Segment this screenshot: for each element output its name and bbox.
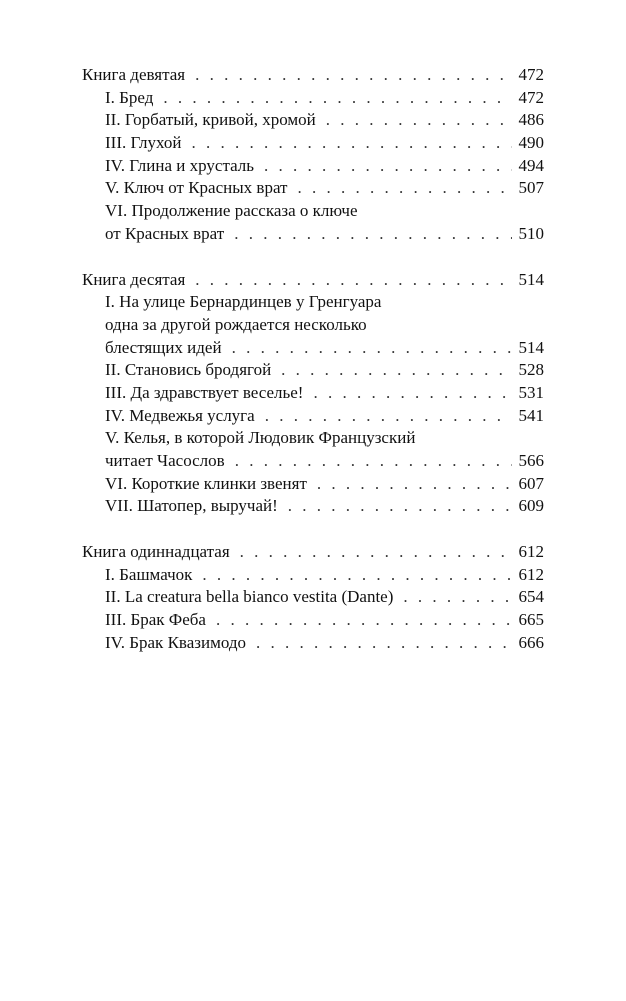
toc-chapter-entry	[82, 564, 544, 587]
page-number: 531	[518, 382, 544, 402]
chapter-title: I. Бред	[105, 87, 154, 107]
chapter-title-line: одна за другой рождается несколько	[105, 314, 367, 334]
book-title: Книга девятая	[82, 65, 186, 84]
chapter-title: I. Башмачок	[105, 564, 193, 584]
page-number: 514	[518, 337, 544, 357]
dot-leader	[317, 473, 512, 496]
toc-chapter-entry	[82, 609, 544, 632]
toc-section	[82, 269, 544, 519]
toc-chapter-entry	[82, 632, 544, 655]
toc-chapter-entry	[82, 87, 544, 110]
toc-chapter-entry	[82, 132, 544, 155]
dot-leader	[403, 586, 512, 609]
toc-chapter-entry	[82, 359, 544, 382]
page-number: 654	[518, 587, 544, 607]
page-number: 510	[518, 223, 544, 243]
chapter-title: III. Брак Феба	[105, 610, 206, 630]
chapter-title-line: блестящих идей	[105, 337, 222, 357]
dot-leader	[191, 132, 512, 155]
page-number: 528	[518, 360, 544, 380]
page-number: 472	[518, 87, 544, 107]
chapter-title: III. Глухой	[105, 133, 182, 153]
chapter-title-line: I. На улице Бернардинцев у Гренгуара	[105, 292, 382, 312]
toc-book-entry	[82, 541, 544, 564]
toc-chapter-entry-last-line	[82, 450, 544, 473]
dot-leader	[256, 632, 512, 655]
page-number: 472	[518, 65, 544, 84]
page-number: 541	[518, 405, 544, 425]
toc-chapter-entry	[82, 382, 544, 405]
book-title: Книга десятая	[82, 269, 186, 289]
toc-book-entry	[82, 64, 544, 87]
page-number: 666	[518, 632, 544, 652]
toc-chapter-entry	[82, 495, 544, 518]
chapter-title: III. Да здравствует веселье!	[105, 382, 304, 402]
dot-leader	[234, 223, 512, 246]
page-number: 607	[518, 473, 544, 493]
book-title: Книга одиннадцатая	[82, 542, 230, 562]
toc-section	[82, 64, 544, 246]
dot-leader	[216, 609, 512, 632]
page-number: 612	[518, 542, 544, 562]
toc-chapter-entry	[82, 405, 544, 428]
dot-leader	[240, 541, 512, 564]
toc-chapter-entry	[82, 155, 544, 178]
dot-leader	[281, 359, 512, 382]
chapter-title: II. Становись бродягой	[105, 360, 272, 380]
page-number: 514	[518, 269, 544, 289]
chapter-title-line: VI. Продолжение рассказа о ключе	[105, 201, 358, 221]
toc-chapter-entry-multiline	[82, 427, 544, 472]
page-number: 665	[518, 610, 544, 630]
chapter-title: V. Ключ от Красных врат	[105, 178, 288, 198]
dot-leader	[288, 495, 512, 518]
page-number: 486	[518, 110, 544, 130]
dot-leader	[297, 177, 512, 200]
toc-chapter-entry-last-line	[82, 223, 544, 246]
chapter-title: IV. Глина и хрусталь	[105, 155, 255, 175]
chapter-title-line: V. Келья, в которой Людовик Французский	[105, 428, 416, 448]
dot-leader	[313, 382, 512, 405]
page-number: 490	[518, 133, 544, 153]
chapter-title: II. La creatura bella bianco vestita (Dante)	[105, 587, 394, 607]
dot-leader	[235, 450, 512, 473]
toc-chapter-entry	[82, 473, 544, 496]
toc-chapter-entry-last-line	[82, 337, 544, 360]
dot-leader	[232, 337, 512, 360]
chapter-title-line: от Красных врат	[105, 223, 225, 243]
chapter-title-line: читает Часослов	[105, 451, 225, 470]
toc-chapter-entry	[82, 586, 544, 609]
chapter-title: IV. Брак Квазимодо	[105, 632, 246, 652]
chapter-title: IV. Медвежья услуга	[105, 405, 255, 425]
chapter-title: II. Горбатый, кривой, хромой	[105, 110, 316, 130]
toc-chapter-entry	[82, 177, 544, 200]
toc-chapter-entry-multiline	[82, 291, 544, 359]
page-number: 566	[518, 451, 544, 470]
dot-leader	[264, 155, 512, 178]
page-number: 507	[518, 178, 544, 198]
dot-leader	[195, 269, 512, 292]
dot-leader	[202, 564, 512, 587]
chapter-title: VI. Короткие клинки звенят	[105, 473, 307, 493]
page-number: 609	[518, 496, 544, 516]
table-of-contents	[82, 64, 544, 678]
dot-leader	[195, 64, 512, 87]
chapter-title: VII. Шатопер, выручай!	[105, 496, 278, 516]
toc-section	[82, 541, 544, 654]
page-number: 494	[518, 155, 544, 175]
toc-chapter-entry	[82, 109, 544, 132]
toc-chapter-entry-multiline	[82, 200, 544, 245]
dot-leader	[326, 109, 512, 132]
dot-leader	[163, 87, 512, 110]
dot-leader	[265, 405, 512, 428]
toc-book-entry	[82, 269, 544, 292]
page-number: 612	[518, 564, 544, 584]
